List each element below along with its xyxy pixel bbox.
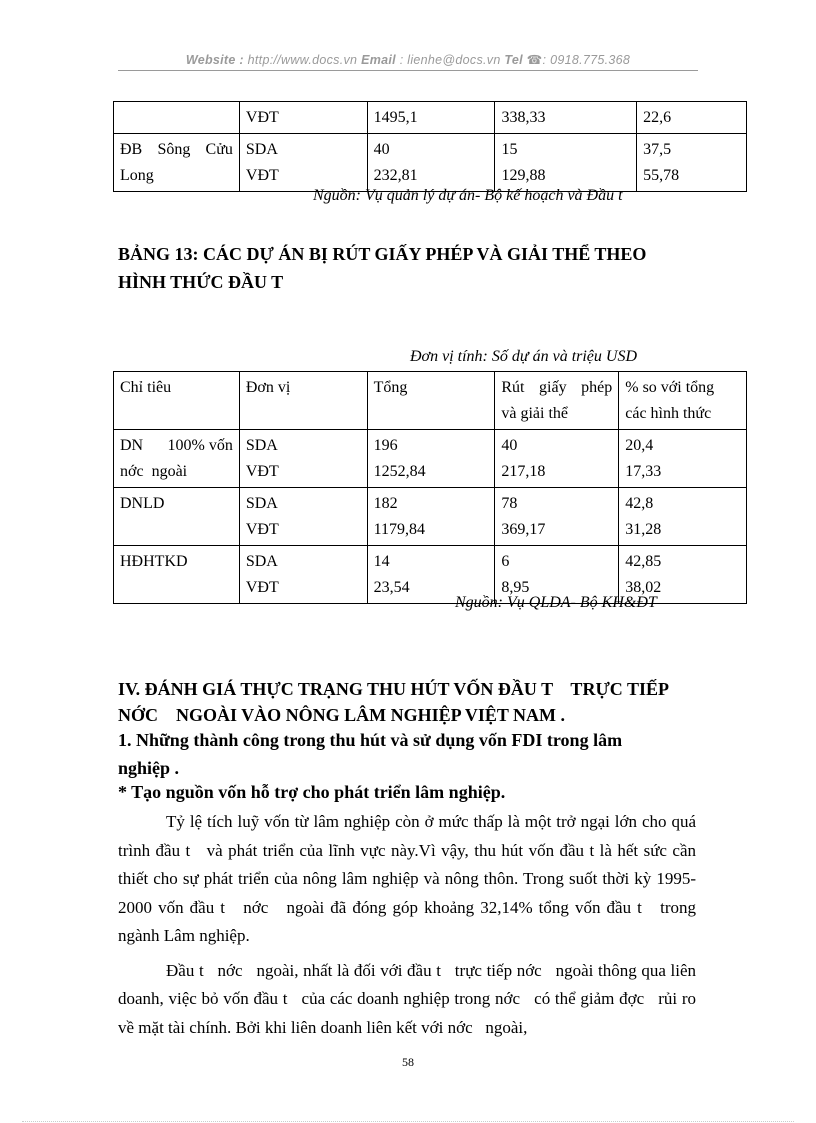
value: 8,95 — [501, 579, 530, 596]
subsection-heading-2: * Tạo nguồn vốn hỗ trợ cho phát triển lâm nghiệp. — [118, 782, 506, 802]
table-cell — [637, 134, 747, 192]
value: 1179,84 — [373, 521, 425, 538]
table-row — [114, 488, 747, 546]
row-label: DN — [120, 437, 144, 454]
unit: SDA — [245, 495, 278, 512]
email-value[interactable]: : lienhe@docs.vn — [399, 53, 501, 67]
row-label: nớc ngoài — [120, 463, 188, 480]
region-word: Sông — [157, 141, 191, 158]
table-cell — [114, 102, 240, 134]
value: 1252,84 — [373, 463, 426, 480]
table-cell — [239, 430, 367, 488]
heading-line: 1. Những thành công trong thu hút và sử dụng vốn FDI trong lâm — [118, 730, 623, 750]
page-bottom-rule — [22, 1121, 794, 1122]
value: 23,54 — [373, 579, 410, 596]
unit: VĐT — [245, 463, 279, 480]
unit: SDA — [245, 141, 278, 158]
phone-icon: ☎ — [526, 53, 543, 67]
table-cell: 1495,1 — [367, 102, 495, 134]
unit: VĐT — [245, 521, 279, 538]
table-cell — [367, 134, 495, 192]
subsection-heading — [118, 726, 698, 782]
website-url[interactable]: http://www.docs.vn — [247, 53, 358, 67]
table-13-source: Nguồn: Vụ QLDA- Bộ KH&ĐT — [455, 594, 657, 611]
unit: VĐT — [245, 167, 279, 184]
table-cell — [114, 134, 240, 192]
table-cell — [619, 488, 747, 546]
table-cell — [239, 488, 367, 546]
value: 40 — [373, 141, 390, 158]
value: 217,18 — [501, 463, 546, 480]
table-cell — [495, 134, 637, 192]
header-word: % so với tổng — [625, 379, 715, 396]
table-row — [114, 430, 747, 488]
column-header: Tổng — [367, 372, 495, 430]
value: 17,33 — [625, 463, 662, 480]
table-cell: 22,6 — [637, 102, 747, 134]
header-word: các hình thức — [625, 405, 712, 422]
website-label: Website : — [185, 53, 244, 67]
email-label: Email — [361, 53, 396, 67]
table-cell — [495, 488, 619, 546]
header-word: Rút — [501, 379, 525, 396]
unit: SDA — [245, 553, 278, 570]
table-12 — [113, 101, 747, 192]
table-cell: 338,33 — [495, 102, 637, 134]
table-row — [114, 134, 747, 192]
heading-line: NỚC NGOÀI VÀO NÔNG LÂM NGHIỆP VIỆT NAM . — [118, 705, 566, 725]
value: 182 — [373, 495, 398, 512]
table-cell — [367, 488, 495, 546]
region-word: Cửu — [205, 141, 233, 158]
value: 15 — [501, 141, 518, 158]
body-text — [118, 808, 701, 1042]
tel-label: Tel — [504, 53, 523, 67]
value: 40 — [501, 437, 518, 454]
table-13-title — [118, 240, 718, 296]
value: 38,02 — [625, 579, 662, 596]
header-rule — [118, 70, 698, 71]
value: 37,5 — [643, 141, 672, 158]
value: 369,17 — [501, 521, 546, 538]
table-cell — [619, 430, 747, 488]
heading-line: nghiệp . — [118, 758, 180, 778]
title-line: BẢNG 13: CÁC DỰ ÁN BỊ RÚT GIẤY PHÉP VÀ GIẢI THỂ THEO — [118, 244, 647, 264]
column-header — [619, 372, 747, 430]
unit: SDA — [245, 437, 278, 454]
table-cell: VĐT — [239, 102, 367, 134]
title-line: HÌNH THỨC ĐẦU T — [118, 272, 284, 292]
value: 232,81 — [373, 167, 418, 184]
table-cell — [239, 134, 367, 192]
table-cell — [239, 546, 367, 604]
region-word: ĐB — [120, 141, 143, 158]
column-header — [495, 372, 619, 430]
table-cell: DNLD — [114, 488, 240, 546]
table-cell — [495, 430, 619, 488]
table-13-unit-note: Đơn vị tính: Số dự án và triệu USD — [410, 348, 638, 365]
section-heading — [118, 676, 718, 728]
value: 42,8 — [625, 495, 654, 512]
column-header: Chỉ tiêu — [114, 372, 240, 430]
table-cell — [367, 430, 495, 488]
table-cell: HĐHTKD — [114, 546, 240, 604]
table-header-row — [114, 372, 747, 430]
value: 55,78 — [643, 167, 680, 184]
page-header — [0, 52, 816, 67]
value: 6 — [501, 553, 510, 570]
header-word: phép — [581, 379, 613, 396]
value: 42,85 — [625, 553, 662, 570]
paragraph: Tỷ lệ tích luỹ vốn từ lâm nghiệp còn ở mức thấp là một trở ngại lớn cho quá trình đầu t và phát triển của lĩnh vực này.Vì vậy, thu hút vốn đầu t là hết sức cần thiết cho sự phát triển của nông lâm nghiệp và nông thôn. Trong suốt thời kỳ 1995-2000 vốn đầu t nớc ngoài đã đóng góp khoảng 32,14% tổng vốn đầu t trong ngành Lâm nghiệp. — [118, 812, 701, 945]
row-label: 100% vốn — [167, 437, 233, 454]
header-word: giấy — [539, 379, 567, 396]
column-header: Đơn vị — [239, 372, 367, 430]
table-13 — [113, 371, 747, 604]
page-number: 58 — [402, 1055, 414, 1069]
value: 196 — [373, 437, 398, 454]
value: 31,28 — [625, 521, 662, 538]
value: 78 — [501, 495, 518, 512]
tel-value: : 0918.775.368 — [542, 53, 631, 67]
header-word: và giải thể — [501, 405, 568, 422]
table-12-source: Nguồn: Vụ quản lý dự án- Bộ kế hoạch và Đầu t — [313, 187, 623, 204]
paragraph: Đầu t nớc ngoài, nhất là đối với đầu t trực tiếp nớc ngoài thông qua liên doanh, việc bỏ vốn đầu t của các doanh nghiệp trong nớc có thể giảm đợc rủi ro về mặt tài chính. Bởi khi liên doanh liên kết với nớc ngoài, — [118, 960, 701, 1037]
heading-line: IV. ĐÁNH GIÁ THỰC TRẠNG THU HÚT VỐN ĐẦU T TRỰC TIẾP — [118, 679, 669, 699]
value: 20,4 — [625, 437, 654, 454]
value: 129,88 — [501, 167, 546, 184]
value: 14 — [373, 553, 390, 570]
table-cell — [114, 430, 240, 488]
table-row — [114, 102, 747, 134]
unit: VĐT — [245, 579, 279, 596]
region-word: Long — [120, 167, 154, 184]
